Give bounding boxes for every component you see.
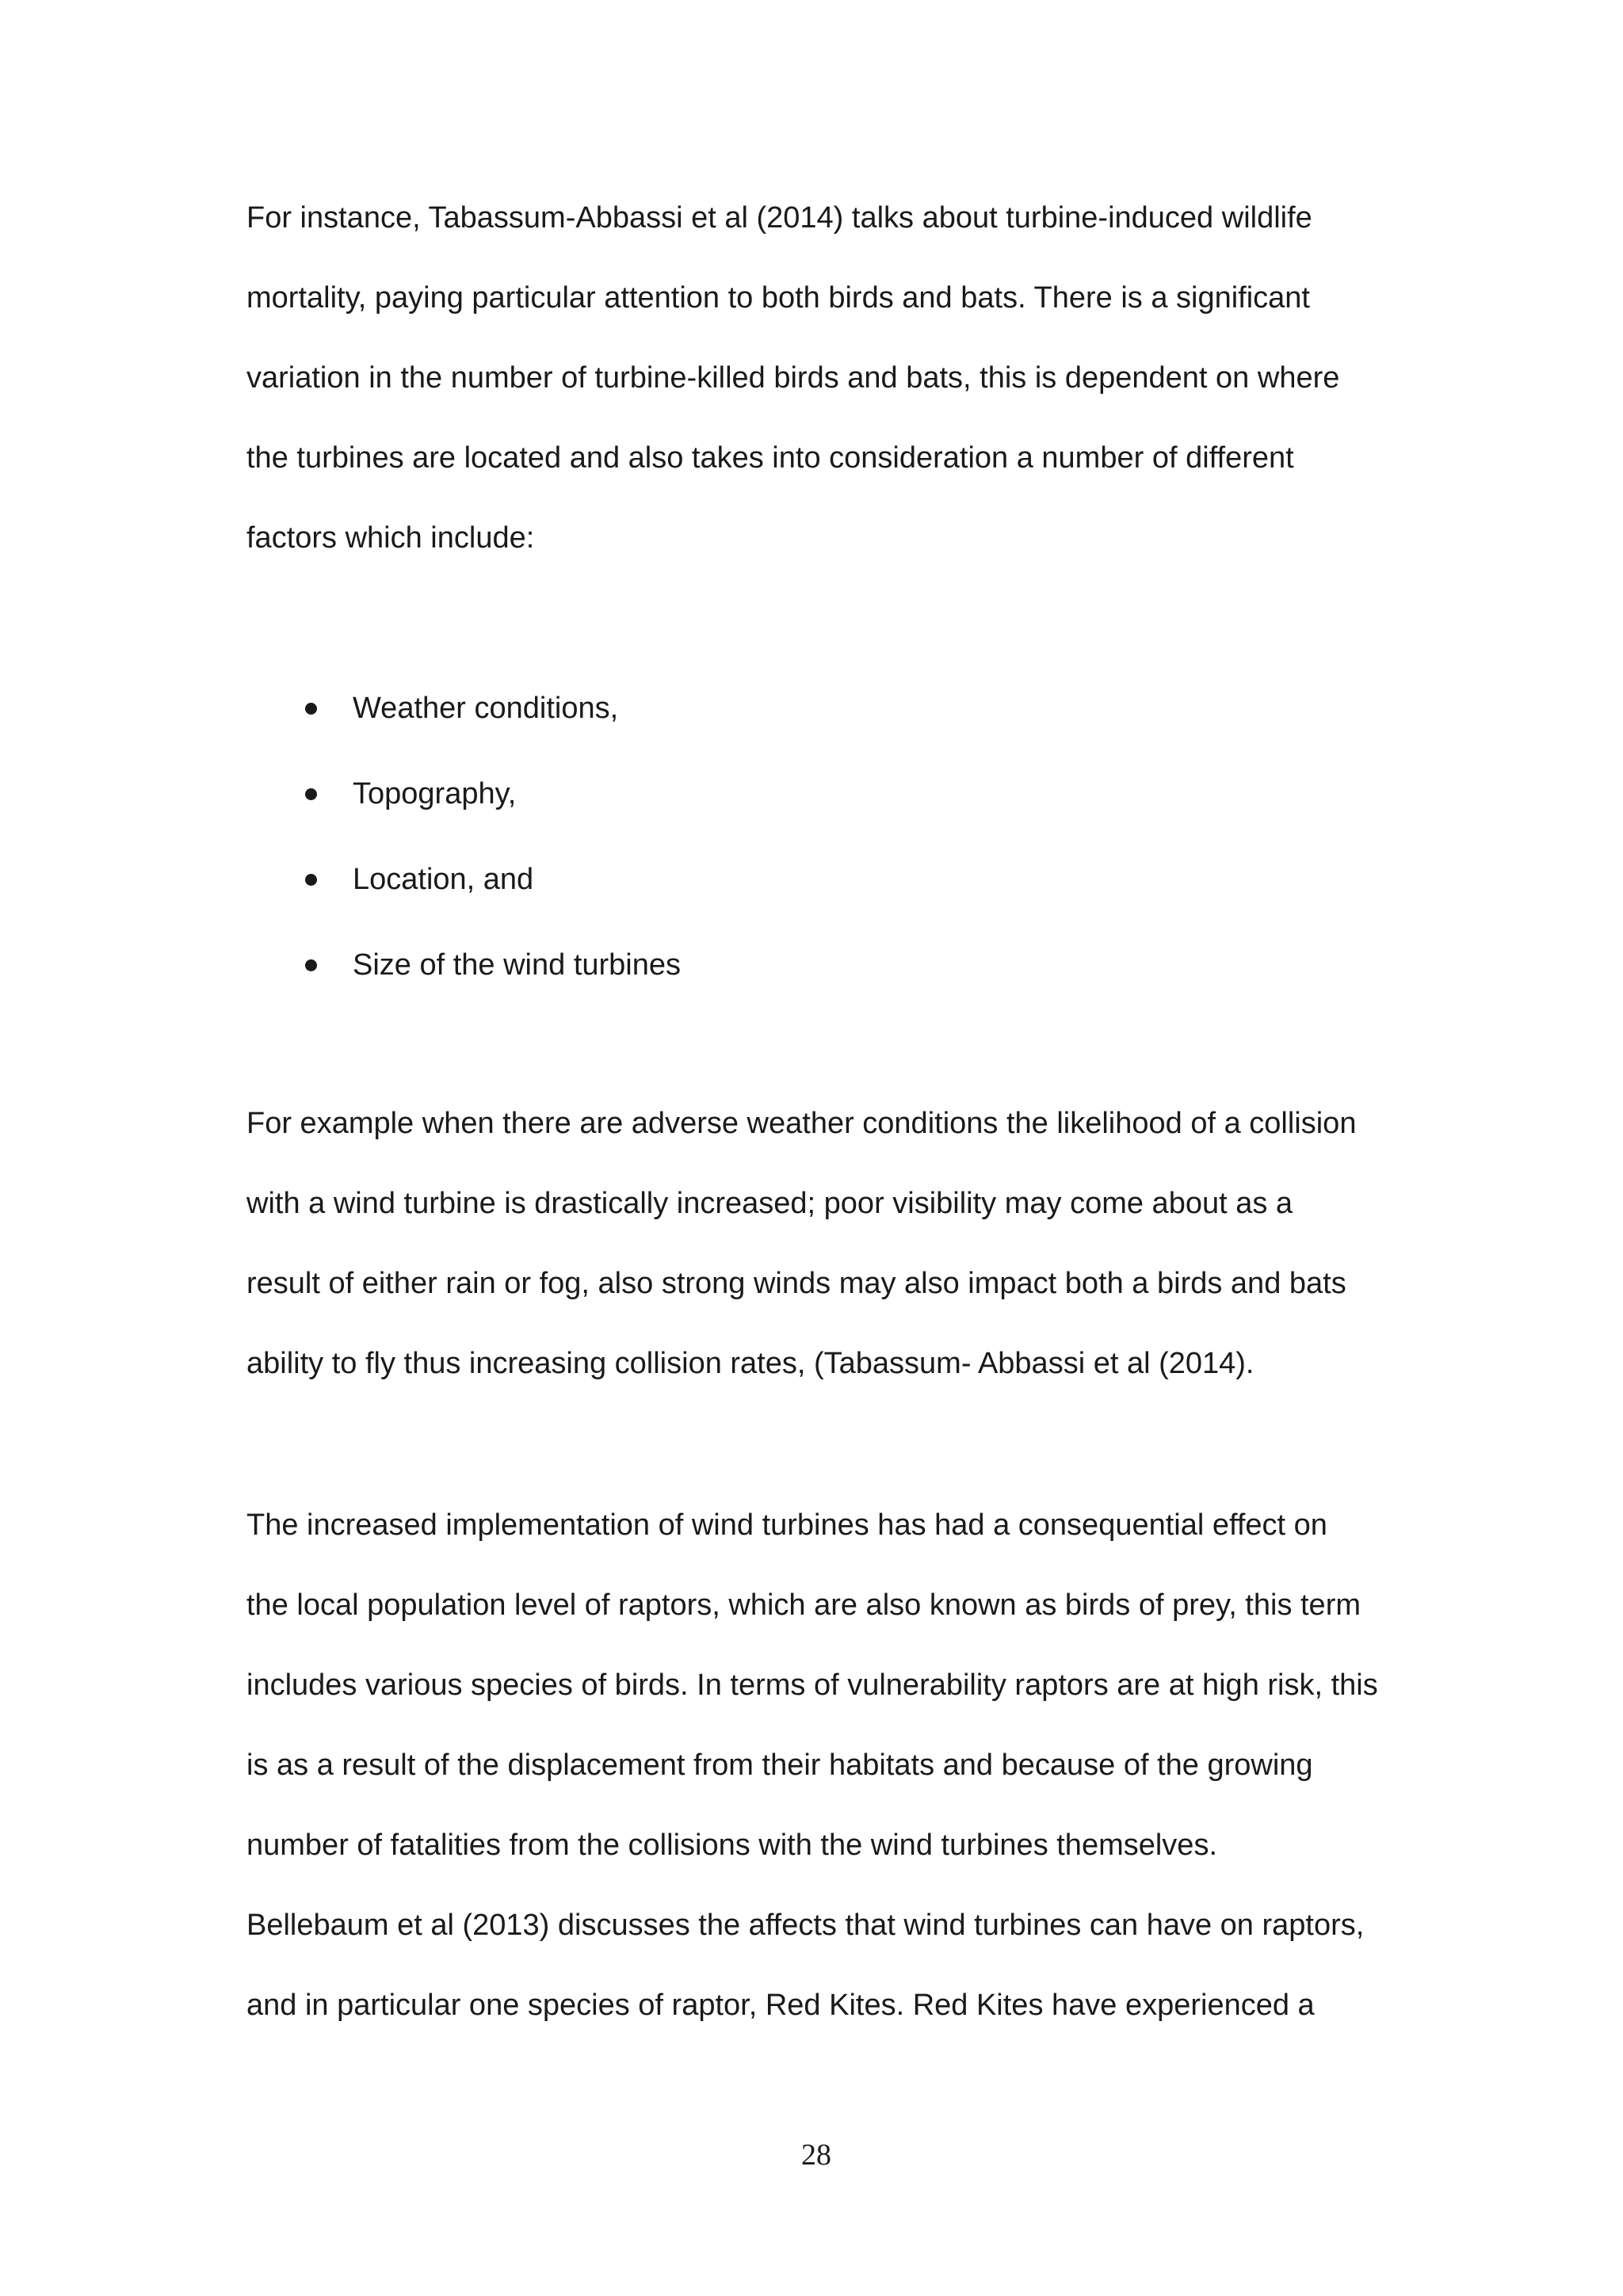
- paragraph-2: [246, 1084, 1396, 1404]
- list-item-text: Size of the wind turbines: [353, 948, 682, 982]
- list-item-text: Weather conditions,: [353, 692, 619, 725]
- list-item: [246, 922, 1396, 1008]
- paragraph-line: result of either rain or fog, also strong winds may also impact both a birds and bats: [246, 1267, 1346, 1300]
- paragraph-line: is as a result of the displacement from their habitats and because of the growing: [246, 1749, 1313, 1782]
- bullet-list: [246, 666, 1396, 1008]
- paragraph-line: For example when there are adverse weather conditions the likelihood of a collision: [246, 1107, 1357, 1140]
- bullet-icon: [305, 959, 317, 971]
- paragraph-line: Bellebaum et al (2013) discusses the affects that wind turbines can have on raptors,: [246, 1909, 1365, 1942]
- paragraph-line: includes various species of birds. In terms of vulnerability raptors are at high risk, this: [246, 1669, 1378, 1702]
- paragraph-1: [246, 178, 1396, 578]
- paragraph-line: The increased implementation of wind turbines has had a consequential effect on: [246, 1508, 1327, 1542]
- page-number: 28: [801, 2138, 831, 2172]
- bullet-icon: [305, 788, 317, 800]
- list-item-text: Location, and: [353, 863, 534, 896]
- paragraph-line: and in particular one species of raptor, Red Kites. Red Kites have experienced a: [246, 1989, 1315, 2022]
- paragraph-line: with a wind turbine is drastically increased; poor visibility may come about as a: [246, 1187, 1293, 1220]
- paragraph-line: the local population level of raptors, which are also known as birds of prey, this term: [246, 1589, 1361, 1622]
- paragraph-line: ability to fly thus increasing collision rates, (Tabassum- Abbassi et al (2014).: [246, 1347, 1254, 1380]
- paragraph-line: the turbines are located and also takes into consideration a number of different: [246, 441, 1294, 475]
- paragraph-line: number of fatalities from the collisions with the wind turbines themselves.: [246, 1829, 1217, 1862]
- list-item: [246, 666, 1396, 751]
- list-item-text: Topography,: [353, 777, 517, 810]
- bullet-icon: [305, 874, 317, 886]
- paragraph-line: variation in the number of turbine-killed birds and bats, this is dependent on where: [246, 361, 1340, 395]
- paragraph-line: mortality, paying particular attention to both birds and bats. There is a significant: [246, 281, 1310, 315]
- paragraph-line: For instance, Tabassum-Abbassi et al (2014) talks about turbine-induced wildlife: [246, 201, 1312, 235]
- list-item: [246, 751, 1396, 837]
- bullet-icon: [305, 703, 317, 715]
- paragraph-3: [246, 1486, 1396, 2046]
- paragraph-line: factors which include:: [246, 521, 535, 555]
- list-item: [246, 837, 1396, 922]
